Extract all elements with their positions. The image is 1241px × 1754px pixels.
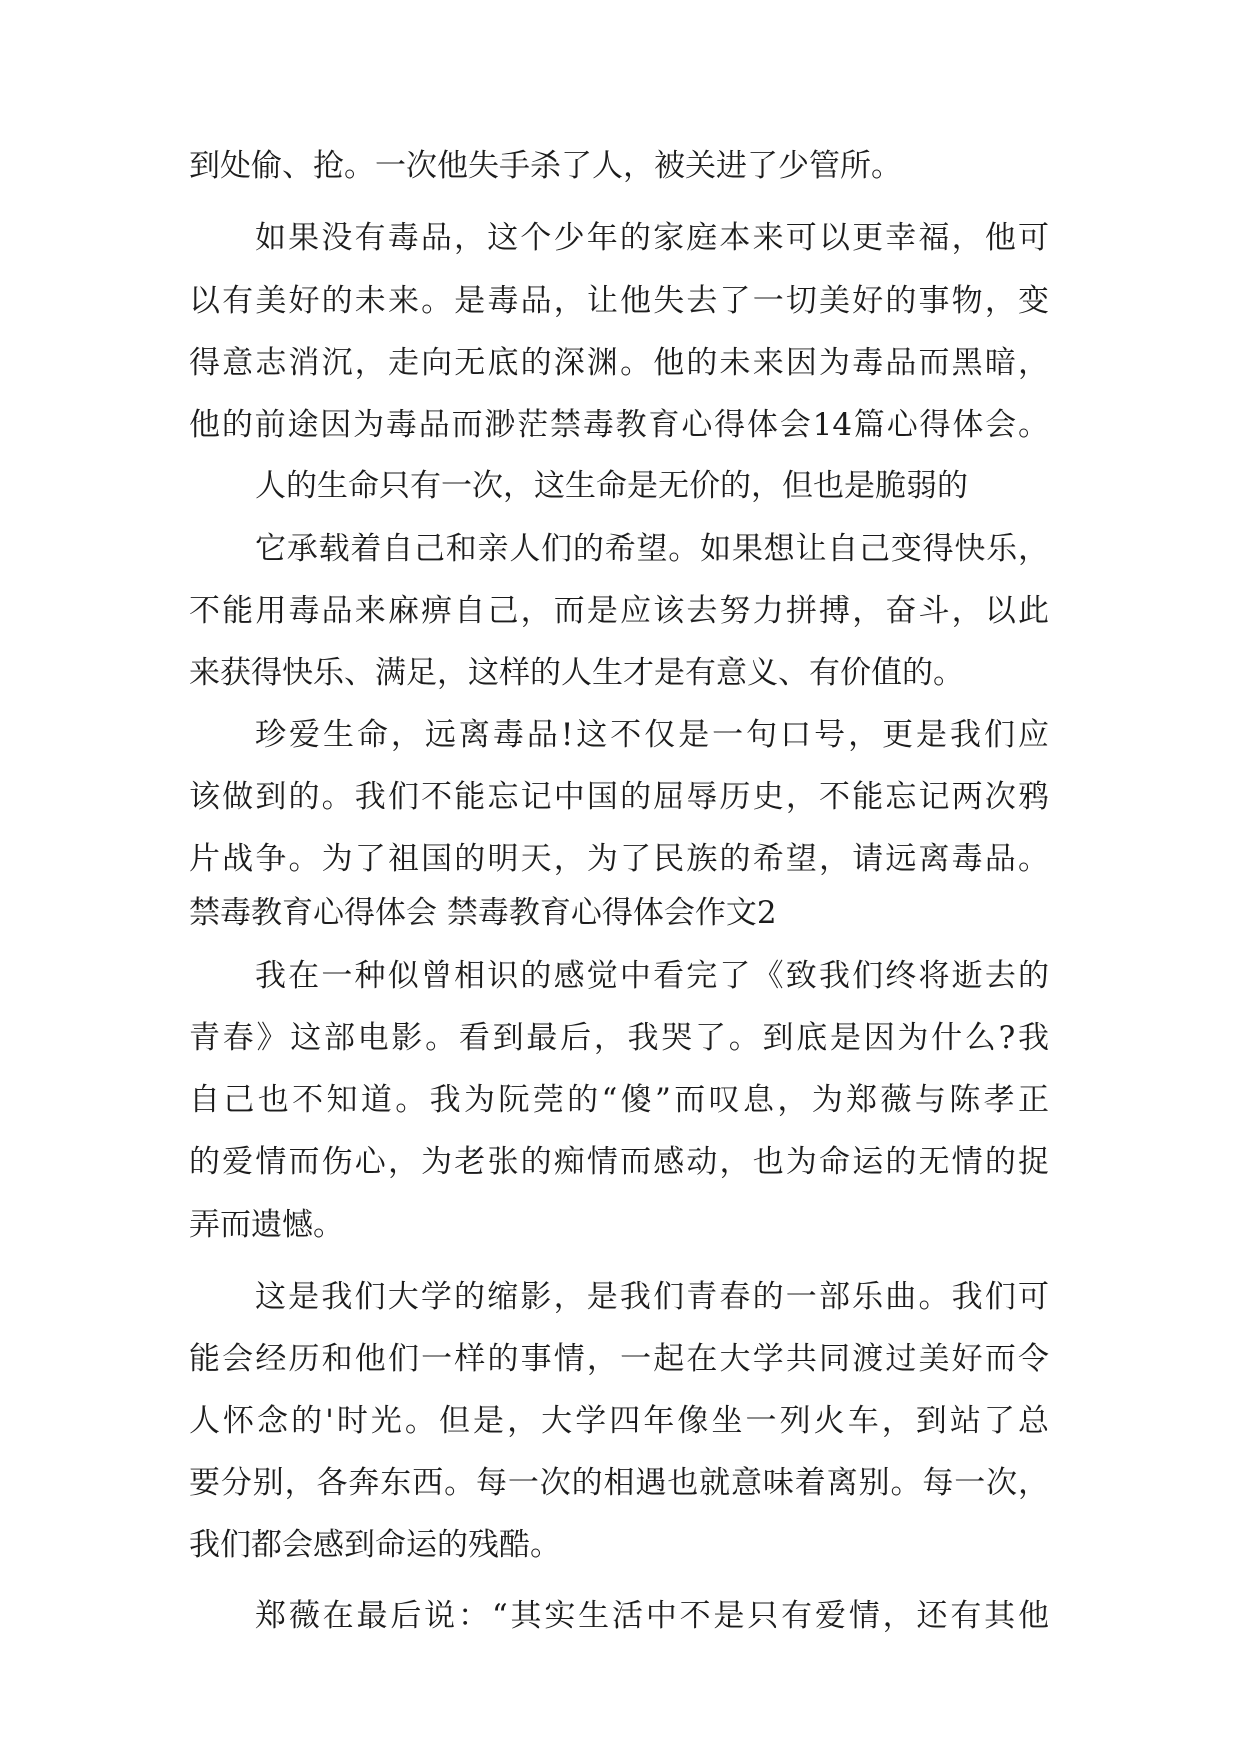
text-line: 我们都会感到命运的残酷。: [189, 1527, 561, 1563]
text-line: 来获得快乐、满足，这样的人生才是有意义、有价值的。: [189, 655, 964, 691]
text-line: 人的生命只有一次，这生命是无价的，但也是脆弱的: [255, 468, 968, 504]
text-line: 弄而遗憾。: [189, 1207, 344, 1243]
text-line: 我在一种似曾相识的感觉中看完了《致我们终将逝去的: [255, 958, 1049, 994]
text-line: 它承载着自己和亲人们的希望。如果想让自己变得快乐，: [255, 531, 1049, 567]
text-line: 他的前途因为毒品而渺茫禁毒教育心得体会14篇心得体会。: [189, 407, 1049, 443]
text-line: 片战争。为了祖国的明天，为了民族的希望，请远离毒品。: [189, 841, 1049, 877]
text-line: 能会经历和他们一样的事情，一起在大学共同渡过美好而令: [189, 1341, 1049, 1377]
text-line: 到处偷、抢。一次他失手杀了人，被关进了少管所。: [189, 148, 902, 184]
text-line: 这是我们大学的缩影，是我们青春的一部乐曲。我们可: [255, 1279, 1049, 1315]
text-line: 郑薇在最后说：“其实生活中不是只有爱情，还有其他: [255, 1598, 1049, 1634]
section-heading: 禁毒教育心得体会 禁毒教育心得体会作文2: [189, 895, 777, 931]
text-line: 青春》这部电影。看到最后，我哭了。到底是因为什么?我: [189, 1020, 1049, 1056]
text-line: 的爱情而伤心，为老张的痴情而感动，也为命运的无情的捉: [189, 1144, 1049, 1180]
text-line: 人怀念的'时光。但是，大学四年像坐一列火车，到站了总: [189, 1403, 1049, 1439]
text-line: 得意志消沉，走向无底的深渊。他的未来因为毒品而黑暗，: [189, 345, 1049, 381]
text-line: 如果没有毒品，这个少年的家庭本来可以更幸福，他可: [255, 220, 1049, 256]
text-line: 该做到的。我们不能忘记中国的屈辱历史，不能忘记两次鸦: [189, 779, 1049, 815]
text-line: 要分别，各奔东西。每一次的相遇也就意味着离别。每一次，: [189, 1465, 1049, 1501]
text-line: 不能用毒品来麻痹自己，而是应该去努力拼搏，奋斗，以此: [189, 593, 1049, 629]
text-line: 自己也不知道。我为阮莞的“傻”而叹息，为郑薇与陈孝正: [189, 1082, 1049, 1118]
text-line: 以有美好的未来。是毒品，让他失去了一切美好的事物，变: [189, 283, 1049, 319]
text-line: 珍爱生命，远离毒品!这不仅是一句口号，更是我们应: [255, 717, 1049, 753]
